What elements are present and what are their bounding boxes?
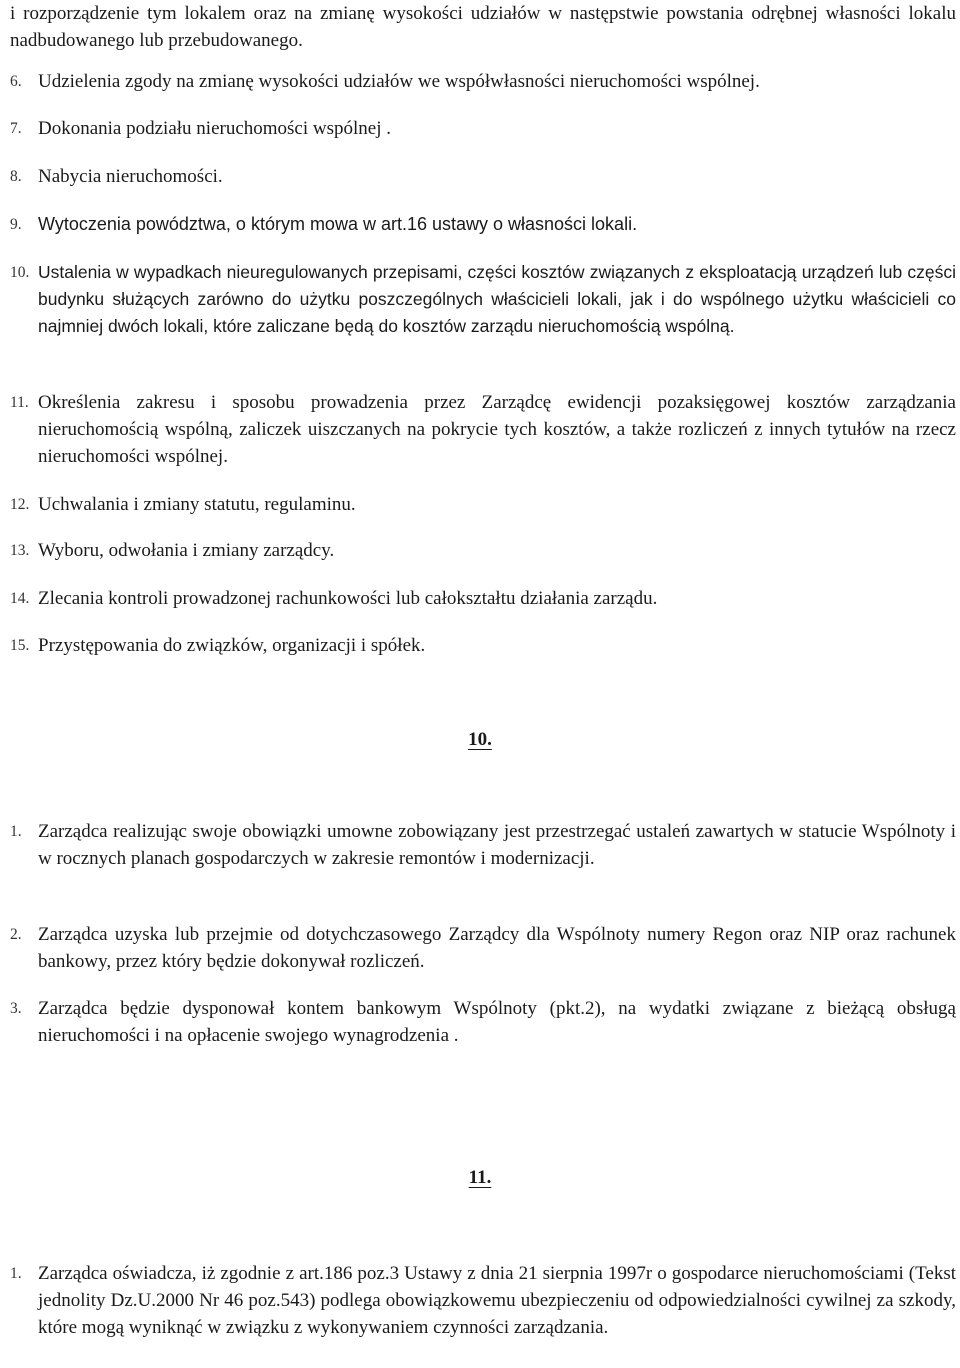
list-number: 14. bbox=[10, 590, 30, 607]
list-text: Zlecania kontroli prowadzonej rachunkowości lub całokształtu działania zarządu. bbox=[38, 588, 658, 609]
list-number: 1. bbox=[10, 823, 22, 840]
list-number: 8. bbox=[10, 168, 22, 185]
list-number: 9. bbox=[10, 216, 22, 233]
list-item-7 bbox=[10, 115, 956, 142]
section-heading-10 bbox=[0, 726, 960, 753]
list-number: 13. bbox=[10, 542, 30, 559]
list-text: Zarządca będzie dysponował kontem bankowym Wspólnoty (pkt.2), na wydatki związane z bieżącą obsługą nieruchomości i na opłacenie swojego wynagrodzenia . bbox=[38, 998, 956, 1046]
list-number: 6. bbox=[10, 73, 22, 90]
list-item-9 bbox=[10, 211, 956, 238]
section-heading-text: 11. bbox=[468, 1167, 492, 1188]
list-text: Przystępowania do związków, organizacji i spółek. bbox=[38, 635, 426, 656]
list-text: Zarządca uzyska lub przejmie od dotychczasowego Zarządcy dla Wspólnoty numery Regon oraz NIP oraz rachunek bankowy, przez który będzie dokonywał rozliczeń. bbox=[38, 924, 956, 972]
list-text: Określenia zakresu i sposobu prowadzenia przez Zarządcę ewidencji pozaksięgowej kosztów zarządzania nieruchomością wspólną, zaliczek uiszczanych na pokrycie tych kosztów, a także rozliczeń z innych tytułów na rzecz nieruchomości wspólnej. bbox=[38, 392, 956, 467]
section-heading-text: 10. bbox=[468, 729, 492, 750]
list-number: 3. bbox=[10, 1000, 22, 1017]
section-10-item-1 bbox=[10, 818, 956, 872]
list-item-11 bbox=[10, 389, 956, 470]
list-item-6 bbox=[10, 68, 956, 95]
list-number: 7. bbox=[10, 120, 22, 137]
list-text: Zarządca oświadcza, iż zgodnie z art.186 poz.3 Ustawy z dnia 21 sierpnia 1997r o gospodarce nieruchomościami (Tekst jednolity Dz.U.2000 Nr 46 poz.543) podlega obowiązkowemu ubezpieczeniu od odpowiedzialności cywilnej za szkody, które mogą wyniknąć w związku z wykonywaniem czynności zarządzania. bbox=[38, 1263, 956, 1338]
list-number: 1. bbox=[10, 1265, 22, 1282]
list-item-8 bbox=[10, 163, 956, 190]
intro-paragraph: i rozporządzenie tym lokalem oraz na zmianę wysokości udziałów w następstwie powstania odrębnej własności lokalu nadbudowanego lub przebudowanego. bbox=[10, 3, 956, 51]
list-number: 12. bbox=[10, 496, 30, 513]
section-10-item-3 bbox=[10, 995, 956, 1049]
list-text: Udzielenia zgody na zmianę wysokości udziałów we współwłasności nieruchomości wspólnej. bbox=[38, 71, 760, 92]
list-item-10 bbox=[10, 259, 956, 340]
list-text: Wyboru, odwołania i zmiany zarządcy. bbox=[38, 540, 335, 561]
section-11-item-1 bbox=[10, 1260, 956, 1341]
list-number: 2. bbox=[10, 926, 22, 943]
list-text: Dokonania podziału nieruchomości wspólnej . bbox=[38, 118, 392, 139]
list-text: Wytoczenia powództwa, o którym mowa w art.16 ustawy o własności lokali. bbox=[38, 214, 638, 234]
list-item-15 bbox=[10, 632, 956, 659]
list-item-14 bbox=[10, 585, 956, 612]
list-text: Uchwalania i zmiany statutu, regulaminu. bbox=[38, 494, 356, 515]
list-number: 15. bbox=[10, 637, 30, 654]
list-text: Nabycia nieruchomości. bbox=[38, 166, 223, 187]
list-item-12 bbox=[10, 491, 956, 518]
list-number: 10. bbox=[10, 264, 30, 281]
list-text: Zarządca realizując swoje obowiązki umowne zobowiązany jest przestrzegać ustaleń zawartych w statucie Wspólnoty i w rocznych planach gospodarczych w zakresie remontów i modernizacji. bbox=[38, 821, 956, 869]
list-number: 11. bbox=[10, 394, 29, 411]
section-heading-11 bbox=[0, 1164, 960, 1191]
list-item-13 bbox=[10, 537, 956, 564]
section-10-item-2 bbox=[10, 921, 956, 975]
list-text: Ustalenia w wypadkach nieuregulowanych przepisami, części kosztów związanych z eksploatacją urządzeń lub części budynku służących zarówno do użytku poszczególnych właścicieli lokali, jak i do wspólnego użytku właścicieli co najmniej dwóch lokali, które zaliczane będą do kosztów zarządu nieruchomością wspólną. bbox=[38, 262, 956, 336]
